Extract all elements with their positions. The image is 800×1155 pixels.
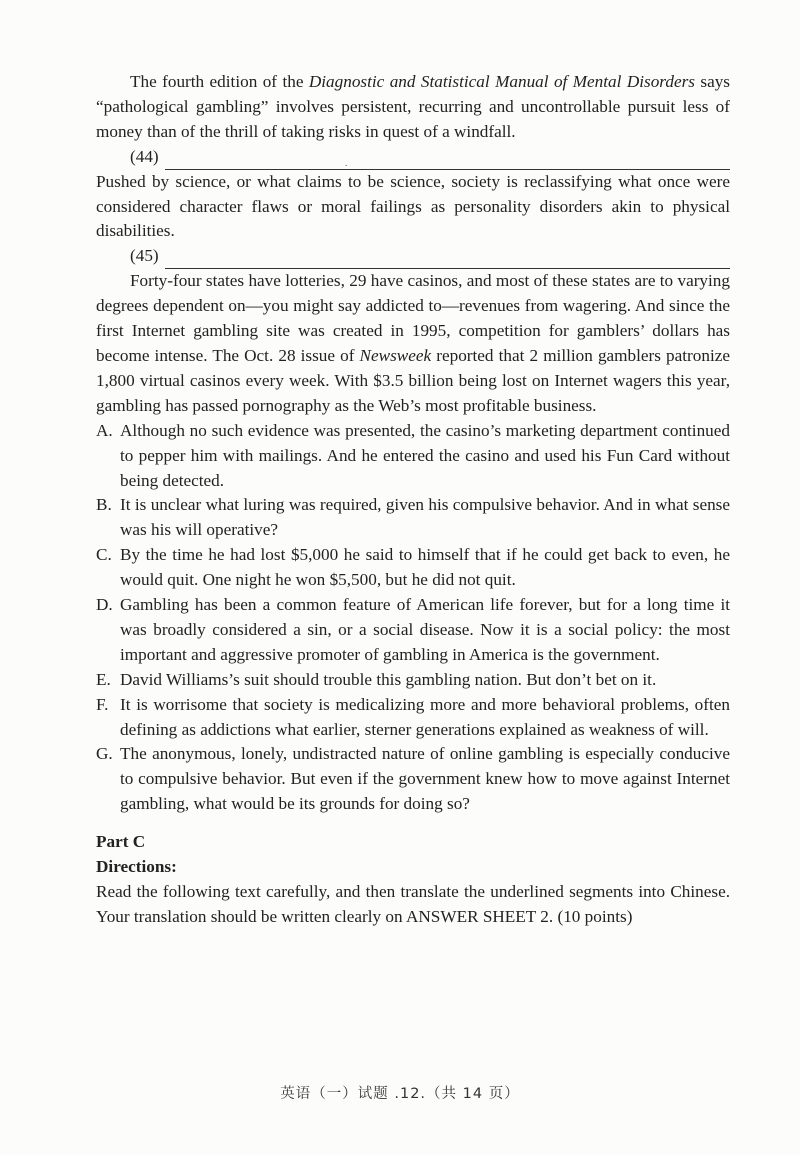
- blank-44-line[interactable]: [165, 151, 730, 170]
- option-text: David Williams’s suit should trouble this gambling nation. But don’t bet on it.: [120, 669, 657, 689]
- option-b: [96, 493, 730, 543]
- option-letter: F.: [96, 694, 109, 714]
- directions-label: Directions:: [96, 857, 177, 877]
- option-d: [96, 593, 730, 668]
- option-letter: B.: [96, 495, 112, 515]
- option-letter: D.: [96, 595, 113, 615]
- option-g: [96, 742, 730, 817]
- blank-45-line[interactable]: [165, 250, 730, 269]
- option-text: Gambling has been a common feature of American life forever, but for a long time it was broadly considered a sin, or a social disease. Now it is a social policy: the most important and aggressive promoter of gambling in America is the government.: [120, 595, 730, 664]
- paragraph-science: Pushed by science, or what claims to be science, society is reclassifying what once were considered character flaws or moral failings as personality disorders akin to physical disabilities.: [96, 171, 730, 241]
- newsweek-title: Newsweek: [359, 345, 432, 365]
- blank-45: [96, 244, 730, 269]
- dsm-title: Diagnostic and Statistical Manual of Mental Disorders: [308, 72, 695, 91]
- option-e: [96, 668, 730, 693]
- paragraph-lotteries-part2: reported that 2 million gamblers patronize 1,800 virtual casinos every week. With $3.5 billion being lost on Internet wagers this year, gambling has passed pornography as the Web’s most profitable business.: [96, 345, 730, 415]
- option-a: [96, 419, 730, 494]
- directions-text: Read the following text carefully, and then translate the underlined segments into Chinese. Your translation should be written clearly on ANSWER SHEET 2. (10 points): [96, 882, 730, 926]
- ink-speck: ․: [344, 157, 348, 168]
- option-letter: C.: [96, 545, 112, 565]
- option-letter: A.: [96, 420, 113, 440]
- paragraph-dsm-rest: says “pathological gambling” involves persistent, recurring and uncontrollable pursuit less of money than of the thrill of taking risks in quest of a windfall.: [96, 72, 730, 141]
- option-text: Although no such evidence was presented, the casino’s marketing department continued to pepper him with mailings. And he entered the casino and used his Fun Card without being detected.: [120, 420, 730, 490]
- blank-44-number: (44): [130, 146, 159, 166]
- option-letter: E.: [96, 669, 111, 689]
- option-c: [96, 543, 730, 593]
- paragraph-dsm-lead: The fourth edition of the: [130, 72, 309, 91]
- part-c-title: Part C: [96, 832, 146, 852]
- option-text: It is unclear what luring was required, given his compulsive behavior. And in what sense was his will operative?: [120, 495, 730, 540]
- option-text: The anonymous, lonely, undistracted nature of online gambling is especially conducive to compulsive behavior. But even if the government knew how to move against Internet gambling, what would be its grounds for doing so?: [120, 744, 730, 814]
- option-f: [96, 693, 730, 743]
- page-content: [96, 70, 730, 930]
- blank-44: [96, 145, 730, 170]
- paragraph-lotteries: [96, 269, 730, 418]
- blank-45-number: (45): [130, 246, 159, 266]
- option-letter: G.: [96, 744, 113, 764]
- paragraph-dsm: [96, 70, 730, 145]
- option-text: By the time he had lost $5,000 he said to himself that if he could get back to even, he would quit. One night he won $5,500, but he did not quit.: [120, 545, 730, 590]
- page-footer: 英语（一）试题 .12.（共 14 页）: [280, 1086, 520, 1102]
- paragraph-lotteries-part1: Forty-four states have lotteries, 29 have casinos, and most of these states are to varying degrees dependent on—you might say addicted to—revenues from wagering. And since the first Internet gambling site was created in 1995, competition for gamblers’ dollars has become intense. The Oct. 28 issue of: [96, 271, 730, 365]
- option-text: It is worrisome that society is medicalizing more and more behavioral problems, often defining as addictions what earlier, sterner generations explained as weakness of will.: [120, 694, 730, 739]
